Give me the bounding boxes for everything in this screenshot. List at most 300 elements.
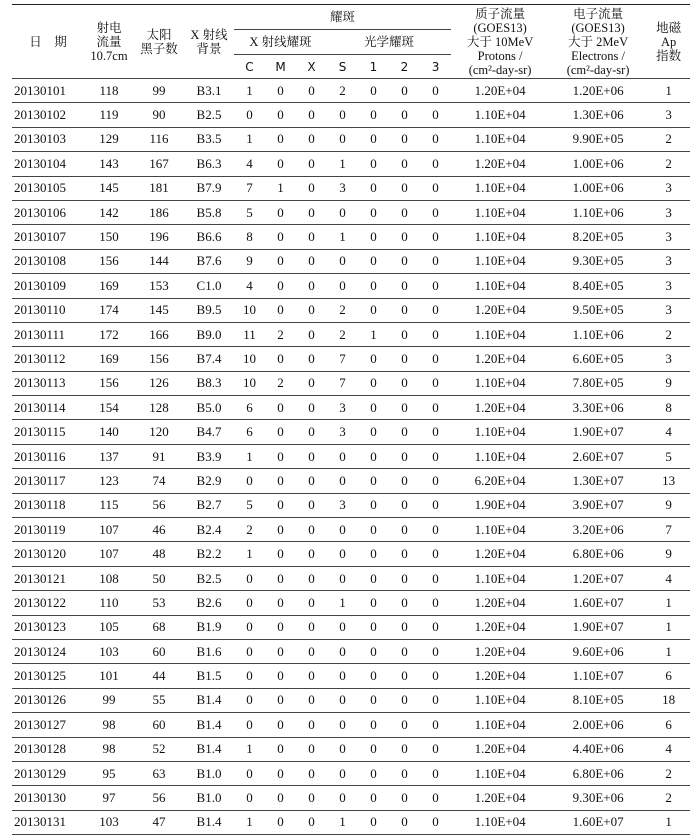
cell-date: 20130101 [12, 79, 84, 103]
cell-ap: 4 [647, 566, 690, 590]
header-proton-flux [451, 5, 549, 79]
cell-xray-bg: B1.0 [184, 786, 234, 810]
cell-s: 0 [327, 103, 358, 127]
cell-radio-flux: 169 [84, 347, 134, 371]
cell-s: 0 [327, 274, 358, 298]
cell-opt-1: 0 [358, 786, 389, 810]
cell-c: 9 [234, 249, 265, 273]
cell-opt-2: 0 [389, 713, 420, 737]
table-row [12, 469, 690, 493]
cell-xray-bg: B7.4 [184, 347, 234, 371]
cell-opt-3: 0 [420, 371, 451, 395]
cell-opt-3: 0 [420, 176, 451, 200]
cell-opt-3: 0 [420, 566, 451, 590]
cell-date: 20130116 [12, 444, 84, 468]
cell-xray-bg: B1.5 [184, 664, 234, 688]
cell-x: 0 [296, 810, 327, 834]
cell-ap: 3 [647, 200, 690, 224]
cell-s: 0 [327, 737, 358, 761]
header-ap-line2: Ap [660, 34, 677, 49]
cell-opt-3: 0 [420, 274, 451, 298]
cell-opt-1: 0 [358, 371, 389, 395]
cell-opt-1: 0 [358, 493, 389, 517]
header-class-c: C [234, 55, 265, 79]
cell-ap: 3 [647, 347, 690, 371]
cell-proton-flux: 1.10E+04 [451, 713, 549, 737]
cell-sunspots: 167 [134, 152, 184, 176]
header-class-s: S [327, 55, 358, 79]
cell-proton-flux: 1.20E+04 [451, 664, 549, 688]
cell-x: 0 [296, 444, 327, 468]
cell-radio-flux: 129 [84, 127, 134, 151]
cell-sunspots: 153 [134, 274, 184, 298]
cell-date: 20130106 [12, 200, 84, 224]
cell-sunspots: 156 [134, 347, 184, 371]
table-row [12, 688, 690, 712]
cell-electron-flux: 8.10E+05 [549, 688, 647, 712]
cell-sunspots: 116 [134, 127, 184, 151]
cell-s: 0 [327, 469, 358, 493]
header-xray-bg [184, 5, 234, 79]
table-row [12, 493, 690, 517]
cell-sunspots: 68 [134, 615, 184, 639]
cell-electron-flux: 6.80E+06 [549, 542, 647, 566]
cell-s: 3 [327, 420, 358, 444]
cell-s: 0 [327, 639, 358, 663]
table-row [12, 713, 690, 737]
cell-ap: 9 [647, 371, 690, 395]
cell-date: 20130126 [12, 688, 84, 712]
cell-sunspots: 48 [134, 542, 184, 566]
cell-m: 0 [265, 444, 296, 468]
header-class-1: 1 [358, 55, 389, 79]
cell-s: 0 [327, 518, 358, 542]
cell-m: 1 [265, 176, 296, 200]
cell-date: 20130131 [12, 810, 84, 834]
cell-m: 0 [265, 103, 296, 127]
cell-sunspots: 44 [134, 664, 184, 688]
cell-radio-flux: 156 [84, 371, 134, 395]
header-ap-index [647, 5, 690, 79]
cell-xray-bg: B3.5 [184, 127, 234, 151]
cell-x: 0 [296, 566, 327, 590]
cell-radio-flux: 107 [84, 542, 134, 566]
cell-ap: 1 [647, 639, 690, 663]
header-date: 日 期 [12, 5, 84, 79]
header-electron-line1: 电子流量 [573, 6, 624, 21]
cell-electron-flux: 1.20E+06 [549, 79, 647, 103]
cell-opt-1: 0 [358, 249, 389, 273]
cell-c: 0 [234, 615, 265, 639]
cell-ap: 6 [647, 713, 690, 737]
cell-radio-flux: 95 [84, 761, 134, 785]
cell-opt-1: 0 [358, 810, 389, 834]
cell-s: 0 [327, 566, 358, 590]
cell-opt-3: 0 [420, 810, 451, 834]
cell-proton-flux: 1.10E+04 [451, 274, 549, 298]
solar-activity-table [12, 4, 690, 835]
cell-m: 0 [265, 396, 296, 420]
cell-opt-3: 0 [420, 200, 451, 224]
header-sunspots-line1: 太阳 [146, 27, 172, 42]
cell-xray-bg: B1.4 [184, 810, 234, 834]
cell-opt-1: 0 [358, 469, 389, 493]
cell-radio-flux: 119 [84, 103, 134, 127]
cell-radio-flux: 150 [84, 225, 134, 249]
cell-opt-1: 0 [358, 200, 389, 224]
cell-ap: 3 [647, 176, 690, 200]
cell-opt-2: 0 [389, 737, 420, 761]
header-xray-flares: X 射线耀斑 [234, 30, 327, 55]
header-ap-line3: 指数 [656, 48, 682, 63]
table-row [12, 761, 690, 785]
cell-ap: 3 [647, 274, 690, 298]
header-class-m: M [265, 55, 296, 79]
cell-electron-flux: 1.60E+07 [549, 810, 647, 834]
cell-xray-bg: B2.5 [184, 566, 234, 590]
cell-opt-2: 0 [389, 810, 420, 834]
cell-m: 0 [265, 225, 296, 249]
cell-c: 5 [234, 200, 265, 224]
header-sunspots [134, 5, 184, 79]
cell-m: 0 [265, 493, 296, 517]
table-row [12, 396, 690, 420]
cell-proton-flux: 1.10E+04 [451, 322, 549, 346]
cell-opt-3: 0 [420, 518, 451, 542]
cell-c: 0 [234, 469, 265, 493]
table-row [12, 786, 690, 810]
cell-c: 6 [234, 420, 265, 444]
cell-proton-flux: 1.10E+04 [451, 176, 549, 200]
cell-s: 1 [327, 225, 358, 249]
cell-ap: 2 [647, 322, 690, 346]
cell-opt-1: 0 [358, 176, 389, 200]
cell-opt-2: 0 [389, 542, 420, 566]
cell-opt-2: 0 [389, 200, 420, 224]
cell-opt-1: 1 [358, 322, 389, 346]
cell-c: 0 [234, 688, 265, 712]
cell-date: 20130113 [12, 371, 84, 395]
cell-ap: 2 [647, 761, 690, 785]
cell-opt-3: 0 [420, 469, 451, 493]
cell-sunspots: 91 [134, 444, 184, 468]
cell-xray-bg: B1.4 [184, 713, 234, 737]
cell-opt-2: 0 [389, 274, 420, 298]
cell-electron-flux: 3.20E+06 [549, 518, 647, 542]
cell-c: 1 [234, 810, 265, 834]
table-row [12, 322, 690, 346]
cell-m: 0 [265, 79, 296, 103]
cell-electron-flux: 2.60E+07 [549, 444, 647, 468]
cell-c: 1 [234, 444, 265, 468]
cell-m: 0 [265, 274, 296, 298]
cell-proton-flux: 1.10E+04 [451, 103, 549, 127]
header-radio-flux-line3: 10.7cm [90, 48, 128, 63]
cell-electron-flux: 1.00E+06 [549, 176, 647, 200]
cell-proton-flux: 1.10E+04 [451, 761, 549, 785]
cell-date: 20130117 [12, 469, 84, 493]
cell-proton-flux: 1.10E+04 [451, 200, 549, 224]
cell-c: 0 [234, 639, 265, 663]
cell-opt-3: 0 [420, 225, 451, 249]
cell-opt-3: 0 [420, 298, 451, 322]
cell-electron-flux: 6.80E+06 [549, 761, 647, 785]
cell-opt-1: 0 [358, 225, 389, 249]
cell-ap: 7 [647, 518, 690, 542]
cell-date: 20130104 [12, 152, 84, 176]
cell-c: 4 [234, 152, 265, 176]
cell-x: 0 [296, 639, 327, 663]
cell-ap: 13 [647, 469, 690, 493]
header-class-3: 3 [420, 55, 451, 79]
cell-radio-flux: 140 [84, 420, 134, 444]
cell-x: 0 [296, 79, 327, 103]
table-row [12, 810, 690, 834]
cell-proton-flux: 1.20E+04 [451, 347, 549, 371]
cell-opt-1: 0 [358, 347, 389, 371]
cell-opt-3: 0 [420, 761, 451, 785]
cell-x: 0 [296, 713, 327, 737]
cell-s: 3 [327, 176, 358, 200]
cell-opt-2: 0 [389, 322, 420, 346]
cell-opt-2: 0 [389, 176, 420, 200]
cell-radio-flux: 103 [84, 810, 134, 834]
cell-m: 0 [265, 688, 296, 712]
cell-s: 7 [327, 371, 358, 395]
cell-m: 0 [265, 152, 296, 176]
cell-date: 20130119 [12, 518, 84, 542]
cell-opt-1: 0 [358, 444, 389, 468]
cell-proton-flux: 1.20E+04 [451, 396, 549, 420]
cell-date: 20130128 [12, 737, 84, 761]
cell-s: 0 [327, 200, 358, 224]
cell-xray-bg: B4.7 [184, 420, 234, 444]
cell-x: 0 [296, 761, 327, 785]
cell-x: 0 [296, 225, 327, 249]
cell-xray-bg: B1.9 [184, 615, 234, 639]
cell-sunspots: 56 [134, 493, 184, 517]
cell-s: 0 [327, 688, 358, 712]
cell-c: 1 [234, 127, 265, 151]
cell-sunspots: 145 [134, 298, 184, 322]
cell-opt-1: 0 [358, 737, 389, 761]
cell-xray-bg: B2.4 [184, 518, 234, 542]
cell-sunspots: 53 [134, 591, 184, 615]
cell-date: 20130124 [12, 639, 84, 663]
cell-electron-flux: 3.90E+07 [549, 493, 647, 517]
cell-sunspots: 120 [134, 420, 184, 444]
header-sunspots-line2: 黑子数 [140, 41, 178, 56]
cell-opt-2: 0 [389, 469, 420, 493]
cell-ap: 3 [647, 298, 690, 322]
cell-opt-2: 0 [389, 518, 420, 542]
cell-proton-flux: 1.20E+04 [451, 298, 549, 322]
cell-s: 7 [327, 347, 358, 371]
cell-xray-bg: B1.4 [184, 688, 234, 712]
cell-opt-2: 0 [389, 152, 420, 176]
cell-m: 2 [265, 322, 296, 346]
cell-m: 0 [265, 761, 296, 785]
cell-s: 2 [327, 79, 358, 103]
cell-electron-flux: 1.30E+06 [549, 103, 647, 127]
cell-radio-flux: 99 [84, 688, 134, 712]
cell-ap: 1 [647, 615, 690, 639]
table-row [12, 274, 690, 298]
cell-s: 0 [327, 444, 358, 468]
cell-radio-flux: 154 [84, 396, 134, 420]
cell-electron-flux: 7.80E+05 [549, 371, 647, 395]
table-row [12, 127, 690, 151]
cell-opt-1: 0 [358, 688, 389, 712]
cell-electron-flux: 9.60E+06 [549, 639, 647, 663]
cell-radio-flux: 169 [84, 274, 134, 298]
cell-proton-flux: 1.10E+04 [451, 249, 549, 273]
cell-radio-flux: 137 [84, 444, 134, 468]
cell-x: 0 [296, 615, 327, 639]
cell-ap: 1 [647, 591, 690, 615]
cell-ap: 2 [647, 152, 690, 176]
cell-opt-2: 0 [389, 591, 420, 615]
cell-opt-2: 0 [389, 615, 420, 639]
cell-c: 1 [234, 79, 265, 103]
cell-xray-bg: B9.5 [184, 298, 234, 322]
header-class-x: X [296, 55, 327, 79]
cell-opt-1: 0 [358, 518, 389, 542]
table-row [12, 200, 690, 224]
cell-s: 1 [327, 810, 358, 834]
cell-proton-flux: 1.10E+04 [451, 127, 549, 151]
cell-sunspots: 56 [134, 786, 184, 810]
cell-electron-flux: 9.30E+05 [549, 249, 647, 273]
cell-proton-flux: 1.20E+04 [451, 591, 549, 615]
table-row [12, 566, 690, 590]
cell-x: 0 [296, 274, 327, 298]
cell-xray-bg: B3.9 [184, 444, 234, 468]
cell-date: 20130103 [12, 127, 84, 151]
cell-s: 0 [327, 786, 358, 810]
table-row [12, 542, 690, 566]
cell-radio-flux: 123 [84, 469, 134, 493]
cell-opt-2: 0 [389, 566, 420, 590]
cell-proton-flux: 1.10E+04 [451, 371, 549, 395]
cell-xray-bg: B2.9 [184, 469, 234, 493]
cell-sunspots: 74 [134, 469, 184, 493]
cell-opt-2: 0 [389, 688, 420, 712]
cell-sunspots: 126 [134, 371, 184, 395]
header-class-2: 2 [389, 55, 420, 79]
cell-radio-flux: 143 [84, 152, 134, 176]
header-electron-line5: (cm²-day-sr) [566, 62, 630, 77]
cell-proton-flux: 1.20E+04 [451, 639, 549, 663]
cell-date: 20130108 [12, 249, 84, 273]
cell-electron-flux: 6.60E+05 [549, 347, 647, 371]
cell-m: 0 [265, 786, 296, 810]
cell-opt-2: 0 [389, 347, 420, 371]
cell-m: 0 [265, 469, 296, 493]
cell-electron-flux: 1.90E+07 [549, 615, 647, 639]
table-row [12, 639, 690, 663]
cell-date: 20130110 [12, 298, 84, 322]
table-row [12, 518, 690, 542]
cell-radio-flux: 115 [84, 493, 134, 517]
cell-s: 0 [327, 761, 358, 785]
cell-radio-flux: 98 [84, 737, 134, 761]
table-row [12, 591, 690, 615]
cell-electron-flux: 1.00E+06 [549, 152, 647, 176]
cell-xray-bg: B8.3 [184, 371, 234, 395]
cell-opt-3: 0 [420, 688, 451, 712]
cell-xray-bg: B1.4 [184, 737, 234, 761]
cell-sunspots: 186 [134, 200, 184, 224]
cell-s: 0 [327, 713, 358, 737]
cell-date: 20130125 [12, 664, 84, 688]
cell-x: 0 [296, 176, 327, 200]
cell-c: 0 [234, 103, 265, 127]
cell-opt-2: 0 [389, 420, 420, 444]
cell-opt-3: 0 [420, 152, 451, 176]
cell-opt-2: 0 [389, 493, 420, 517]
cell-date: 20130121 [12, 566, 84, 590]
cell-electron-flux: 2.00E+06 [549, 713, 647, 737]
cell-radio-flux: 108 [84, 566, 134, 590]
cell-c: 11 [234, 322, 265, 346]
cell-electron-flux: 9.30E+06 [549, 786, 647, 810]
header-electron-line2: (GOES13) [571, 20, 625, 35]
cell-x: 0 [296, 152, 327, 176]
cell-x: 0 [296, 469, 327, 493]
cell-x: 0 [296, 371, 327, 395]
cell-proton-flux: 1.20E+04 [451, 79, 549, 103]
header-proton-line5: (cm²-day-sr) [468, 62, 532, 77]
cell-x: 0 [296, 591, 327, 615]
cell-c: 1 [234, 542, 265, 566]
cell-ap: 5 [647, 444, 690, 468]
cell-x: 0 [296, 347, 327, 371]
cell-ap: 6 [647, 664, 690, 688]
cell-opt-1: 0 [358, 566, 389, 590]
cell-x: 0 [296, 688, 327, 712]
header-flares: 耀斑 [234, 5, 451, 30]
cell-sunspots: 90 [134, 103, 184, 127]
cell-radio-flux: 98 [84, 713, 134, 737]
cell-m: 0 [265, 664, 296, 688]
cell-ap: 3 [647, 249, 690, 273]
cell-c: 1 [234, 737, 265, 761]
cell-xray-bg: B5.8 [184, 200, 234, 224]
cell-date: 20130118 [12, 493, 84, 517]
cell-s: 0 [327, 664, 358, 688]
table-row [12, 420, 690, 444]
cell-sunspots: 128 [134, 396, 184, 420]
cell-radio-flux: 107 [84, 518, 134, 542]
cell-ap: 9 [647, 493, 690, 517]
cell-m: 0 [265, 518, 296, 542]
cell-m: 0 [265, 591, 296, 615]
cell-c: 0 [234, 591, 265, 615]
cell-radio-flux: 145 [84, 176, 134, 200]
cell-c: 4 [234, 274, 265, 298]
cell-c: 0 [234, 664, 265, 688]
table-row [12, 347, 690, 371]
cell-s: 1 [327, 591, 358, 615]
cell-opt-3: 0 [420, 591, 451, 615]
cell-x: 0 [296, 493, 327, 517]
cell-m: 2 [265, 371, 296, 395]
cell-opt-1: 0 [358, 274, 389, 298]
cell-date: 20130123 [12, 615, 84, 639]
cell-x: 0 [296, 103, 327, 127]
cell-opt-1: 0 [358, 152, 389, 176]
